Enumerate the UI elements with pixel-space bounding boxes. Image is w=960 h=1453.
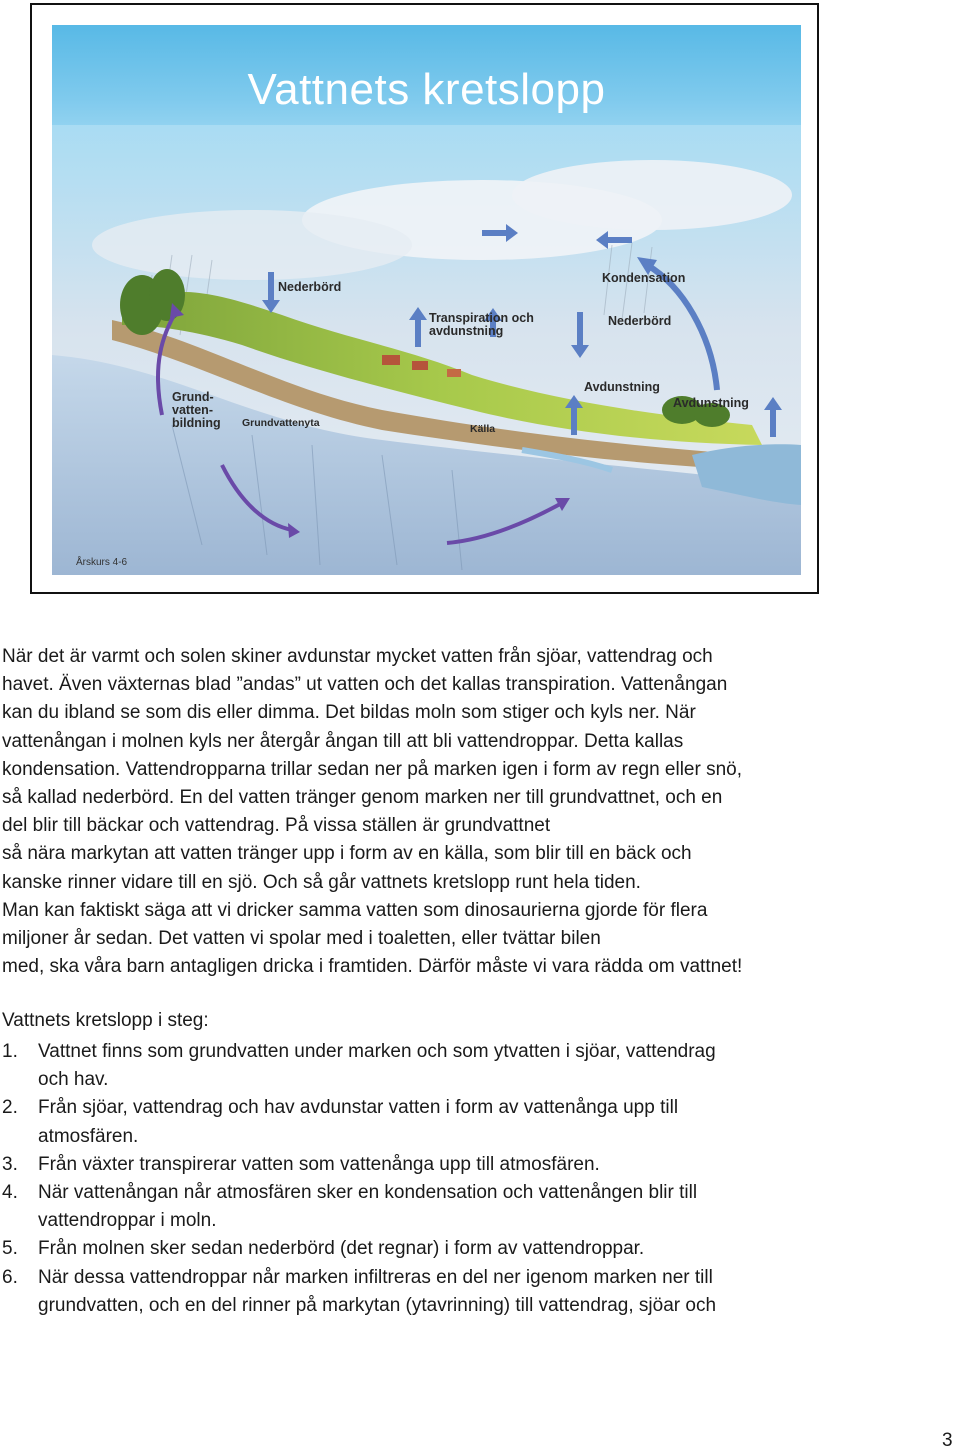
steps-list <box>2 1038 902 1320</box>
label-transpiration-line2: avdunstning <box>429 324 504 338</box>
step-number: 5. <box>2 1238 18 1260</box>
step-number: 4. <box>2 1182 18 1204</box>
step-number: 6. <box>2 1266 18 1288</box>
label-nederbord-right: Nederbörd <box>608 314 672 328</box>
label-avdunstning-mid: Avdunstning <box>584 380 660 394</box>
body-line: kanske rinner vidare till en sjö. Och så går vattnets kretslopp runt hela tiden. <box>2 871 641 893</box>
step-text-line: Vattnet finns som grundvatten under marken och som ytvatten i sjöar, vattendrag <box>38 1041 716 1062</box>
step-number: 3. <box>2 1153 18 1175</box>
step-text-line: Från växter transpirerar vatten som vattenånga upp till atmosfären. <box>38 1153 600 1175</box>
label-kalla: Källa <box>470 423 496 435</box>
step-text-line: vattendroppar i moln. <box>38 1210 217 1232</box>
label-nederbord-left: Nederbörd <box>278 280 342 294</box>
water-cycle-illustration <box>52 125 801 575</box>
step-text-line: atmosfären. <box>38 1125 139 1147</box>
page-number: 3 <box>942 1430 953 1451</box>
label-grund-line1: Grund- <box>172 390 214 404</box>
step-text-line: Från molnen sker sedan nederbörd (det regnar) i form av vattendroppar. <box>38 1238 645 1260</box>
label-grund-line2: vatten- <box>172 403 213 417</box>
step-number: 2. <box>2 1097 18 1119</box>
label-grund-line3: bildning <box>172 416 221 430</box>
label-transpiration <box>429 312 534 338</box>
slide-frame <box>30 3 819 594</box>
body-line: så nära markytan att vatten tränger upp i form av en källa, som blir till en bäck och <box>2 843 692 865</box>
step-number: 1. <box>2 1041 18 1062</box>
step-item <box>2 1151 902 1179</box>
slide <box>52 25 801 575</box>
step-text-line: grundvatten, och en del rinner på markytan (ytavrinning) till vattendrag, sjöar och <box>38 1294 717 1316</box>
step-item <box>2 1094 902 1150</box>
body-line: del blir till bäckar och vattendrag. På vissa ställen är grundvattnet <box>2 815 551 837</box>
step-text-line: Från sjöar, vattendrag och hav avdunstar vatten i form av vattenånga upp till <box>38 1097 679 1119</box>
label-grundvattenyta: Grundvattenyta <box>242 417 320 429</box>
body-line: När det är varmt och solen skiner avdunstar mycket vatten från sjöar, vattendrag och <box>2 646 713 667</box>
step-item <box>2 1038 902 1094</box>
step-item <box>2 1179 902 1235</box>
body-line: miljoner år sedan. Det vatten vi spolar med i toaletten, eller tvättar bilen <box>2 928 601 950</box>
body-line: havet. Även växternas blad ”andas” ut vatten och det kallas transpiration. Vattenångan <box>2 674 728 696</box>
cloud <box>92 210 412 280</box>
slide-title: Vattnets kretslopp <box>247 65 606 114</box>
body-line: Man kan faktiskt säga att vi dricker samma vatten som dinosaurierna gjorde för flera <box>2 899 708 921</box>
step-item <box>2 1235 902 1263</box>
label-grundvattenbildning <box>172 391 221 430</box>
step-text-line: När dessa vattendroppar når marken infiltreras en del ner igenom marken ner till <box>38 1266 713 1288</box>
body-line: vattenångan i molnen kyls ner återgår ångan till att bli vattendroppar. Detta kallas <box>2 730 684 752</box>
body-paragraph <box>2 643 902 981</box>
step-text-line: När vattenångan når atmosfären sker en kondensation och vattenången blir till <box>38 1182 698 1204</box>
label-avdunstning-right: Avdunstning <box>673 396 749 410</box>
body-line: kondensation. Vattendropparna trillar sedan ner på marken igen i form av regn eller snö, <box>2 758 743 780</box>
body-line: så kallad nederbörd. En del vatten tränger genom marken ner till grundvattnet, och en <box>2 787 723 809</box>
step-text-line: och hav. <box>38 1069 109 1091</box>
body-line: med, ska våra barn antagligen dricka i framtiden. Därför måste vi vara rädda om vattnet! <box>2 956 743 978</box>
label-kondensation: Kondensation <box>602 271 686 285</box>
step-item <box>2 1264 902 1320</box>
body-line: kan du ibland se som dis eller dimma. Det bildas moln som stiger och kyls ner. När <box>2 702 696 724</box>
slide-footer: Årskurs 4-6 <box>76 557 128 568</box>
steps-heading: Vattnets kretslopp i steg: <box>2 1010 209 1031</box>
cloud <box>512 160 792 230</box>
label-transpiration-line1: Transpiration och <box>429 311 534 325</box>
